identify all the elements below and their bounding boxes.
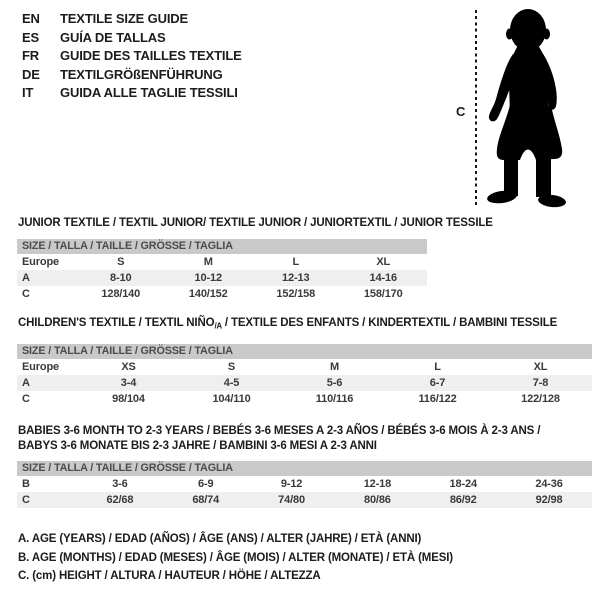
- cell: L: [292, 256, 300, 268]
- language-title: TEXTILGRÖßENFÜHRUNG: [60, 66, 223, 82]
- cell: XL: [533, 361, 548, 373]
- cell: M: [203, 256, 213, 268]
- note-b: B. AGE (MONTHS) / EDAD (MESES) / ÂGE (MOIS) / ALTER (MONATE) / ETÀ (MESI): [18, 551, 453, 564]
- row-label: C: [22, 494, 30, 506]
- language-title: GUÍA DE TALLAS: [60, 29, 166, 45]
- cell: 6-7: [429, 377, 446, 389]
- cell: 9-12: [280, 478, 303, 490]
- cell: 110/116: [315, 393, 354, 405]
- row-label: A: [22, 272, 30, 284]
- cell: L: [434, 361, 441, 373]
- children-title-post: / TEXTILE DES ENFANTS / KINDERTEXTIL / BAMBINI TESSILE: [221, 317, 558, 329]
- cell: 116/122: [418, 393, 457, 405]
- babies-table-title-line1: BABIES 3-6 MONTH TO 2-3 YEARS / BEBÉS 3-6 MESES A 2-3 AÑOS / BÉBÉS 3-6 MOIS À 2-3 ANS /: [18, 425, 541, 437]
- cell: XS: [121, 361, 136, 373]
- cell: 92/98: [535, 494, 563, 506]
- cell: S: [227, 361, 236, 373]
- child-silhouette-icon: [484, 7, 574, 209]
- language-code: IT: [22, 85, 34, 101]
- row-label: C: [22, 288, 30, 300]
- language-row-de: [22, 66, 242, 85]
- cell: 3-6: [112, 478, 128, 490]
- cell: 24-36: [535, 478, 563, 490]
- table-row: [17, 286, 427, 302]
- language-code: EN: [22, 11, 40, 26]
- cell: 152/158: [276, 288, 316, 300]
- cell: 74/80: [278, 494, 305, 506]
- table-row: [17, 359, 592, 375]
- table-row: [17, 254, 427, 270]
- language-row-en: [22, 10, 242, 29]
- cell: 80/86: [364, 494, 391, 506]
- table-row: [17, 391, 592, 407]
- cell: 10-12: [194, 272, 222, 284]
- cell: M: [329, 361, 339, 373]
- note-a: A. AGE (YEARS) / EDAD (AÑOS) / ÂGE (ANS) / ALTER (JAHRE) / ETÀ (ANNI): [18, 533, 422, 545]
- cell: 12-13: [282, 272, 310, 284]
- cell: 5-6: [326, 377, 343, 389]
- cell: 98/104: [112, 393, 145, 405]
- language-row-es: [22, 29, 242, 48]
- cell: 8-10: [110, 272, 132, 284]
- height-dashed-line: [475, 10, 477, 208]
- legend-notes: [18, 530, 453, 586]
- cell: 104/110: [212, 393, 251, 405]
- cell: 68/74: [192, 494, 220, 506]
- cell: 128/140: [101, 288, 141, 300]
- cell: 62/68: [106, 494, 134, 506]
- language-row-fr: [22, 47, 242, 66]
- language-code: FR: [22, 48, 40, 64]
- cell: 12-18: [363, 478, 392, 490]
- cell: 140/152: [188, 288, 228, 300]
- language-list: [22, 10, 242, 103]
- table-row: [17, 476, 592, 492]
- cell: 7-8: [532, 377, 549, 389]
- cell: XL: [376, 256, 391, 268]
- table-row: [17, 375, 592, 391]
- cell: 6-9: [198, 478, 214, 490]
- size-header-bar: SIZE / TALLA / TAILLE / GRÖSSE / TAGLIA: [17, 344, 592, 359]
- cell: 122/128: [521, 393, 560, 405]
- row-label: Europe: [22, 361, 59, 373]
- cell: 18-24: [449, 478, 477, 490]
- babies-table-title-line2: BABYS 3-6 MONATE BIS 2-3 JAHRE / BAMBINI 3-6 MESI A 2-3 ANNI: [18, 440, 377, 452]
- junior-table: [17, 239, 427, 302]
- language-code: DE: [22, 66, 40, 82]
- row-label: C: [22, 393, 30, 405]
- children-title-subscript: /A: [214, 321, 222, 331]
- children-title-pre: CHILDREN'S TEXTILE / TEXTIL NIÑO: [18, 317, 215, 329]
- language-row-it: [22, 84, 242, 103]
- cell: 4-5: [223, 377, 240, 389]
- size-header-bar: SIZE / TALLA / TAILLE / GRÖSSE / TAGLIA: [17, 239, 427, 254]
- note-c: C. (cm) HEIGHT / ALTURA / HAUTEUR / HÖHE / ALTEZZA: [18, 570, 321, 583]
- language-title: GUIDA ALLE TAGLIE TESSILI: [60, 85, 238, 101]
- cell: 3-4: [120, 377, 137, 389]
- row-label: B: [22, 478, 30, 490]
- row-label: A: [22, 377, 30, 389]
- language-code: ES: [22, 29, 40, 45]
- language-title: GUIDE DES TAILLES TEXTILE: [60, 48, 242, 64]
- row-label: Europe: [22, 256, 59, 268]
- children-table-title: [18, 317, 557, 331]
- children-table: [17, 344, 592, 407]
- junior-table-title: JUNIOR TEXTILE / TEXTIL JUNIOR/ TEXTILE JUNIOR / JUNIORTEXTIL / JUNIOR TESSILE: [18, 217, 493, 229]
- cell: 86/92: [449, 494, 477, 506]
- cell: 158/170: [363, 288, 403, 300]
- cell: 14-16: [369, 272, 397, 284]
- babies-table: [17, 461, 592, 508]
- cell: S: [117, 256, 125, 268]
- language-title: TEXTILE SIZE GUIDE: [60, 11, 189, 26]
- table-row: [17, 492, 592, 508]
- height-label-c: C: [456, 104, 466, 119]
- table-row: [17, 270, 427, 286]
- size-header-bar: SIZE / TALLA / TAILLE / GRÖSSE / TAGLIA: [17, 461, 592, 476]
